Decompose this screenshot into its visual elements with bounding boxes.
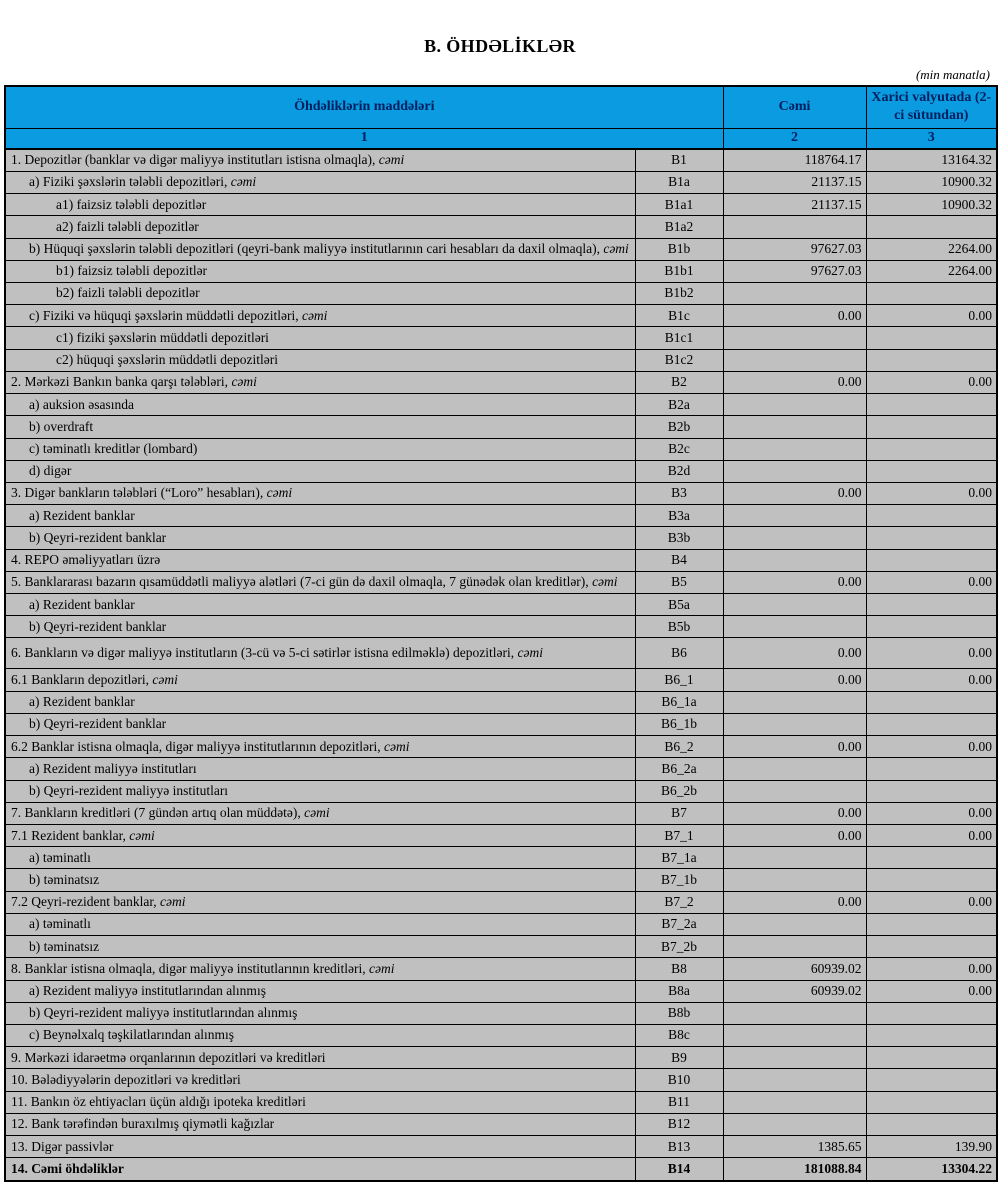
- row-fx-value: [866, 1047, 997, 1069]
- row-fx-value: 0.00: [866, 980, 997, 1002]
- row-code: B1c: [635, 305, 723, 327]
- row-label: a) Rezident maliyyə institutları: [5, 758, 635, 780]
- row-label: 10. Bələdiyyələrin depozitləri və kreditləri: [5, 1069, 635, 1091]
- row-label: a) Rezident banklar: [5, 691, 635, 713]
- header-total: Cəmi: [723, 86, 866, 128]
- row-label: a) auksion əsasında: [5, 394, 635, 416]
- row-code: B1a: [635, 171, 723, 193]
- row-total-value: [723, 438, 866, 460]
- row-total-value: 0.00: [723, 891, 866, 913]
- row-label: a) təminatlı: [5, 847, 635, 869]
- row-total-value: 0.00: [723, 305, 866, 327]
- row-label: 11. Bankın öz ehtiyacları üçün aldığı ipoteka kreditləri: [5, 1091, 635, 1113]
- row-code: B6_1: [635, 669, 723, 691]
- row-total-value: [723, 616, 866, 638]
- row-code: B7_2a: [635, 913, 723, 935]
- row-fx-value: 10900.32: [866, 194, 997, 216]
- row-fx-value: 0.00: [866, 571, 997, 593]
- row-total-value: [723, 505, 866, 527]
- column-number-row: [5, 128, 997, 148]
- row-fx-value: 0.00: [866, 669, 997, 691]
- table-row: [5, 327, 997, 349]
- row-fx-value: [866, 505, 997, 527]
- row-fx-value: 0.00: [866, 958, 997, 980]
- column-number-1: 1: [5, 128, 723, 148]
- row-label: b) Qeyri-rezident maliyyə institutları: [5, 780, 635, 802]
- row-total-value: 0.00: [723, 482, 866, 504]
- row-fx-value: [866, 1113, 997, 1135]
- row-label: 7.1 Rezident banklar, cəmi: [5, 825, 635, 847]
- row-label: 7. Bankların kreditləri (7 gündən artıq olan müddətə), cəmi: [5, 802, 635, 824]
- row-code: B6: [635, 638, 723, 669]
- row-label-italic-suffix: cəmi: [378, 152, 405, 168]
- table-row: [5, 1158, 997, 1181]
- table-row: [5, 1069, 997, 1091]
- row-total-value: [723, 780, 866, 802]
- table-row: [5, 527, 997, 549]
- row-fx-value: 2264.00: [866, 260, 997, 282]
- table-row: [5, 149, 997, 172]
- table-row: [5, 1024, 997, 1046]
- row-total-value: 0.00: [723, 371, 866, 393]
- table-row: [5, 616, 997, 638]
- row-fx-value: 0.00: [866, 825, 997, 847]
- row-total-value: 0.00: [723, 825, 866, 847]
- table-row: [5, 1113, 997, 1135]
- row-fx-value: 0.00: [866, 371, 997, 393]
- row-label: 1. Depozitlər (banklar və digər maliyyə institutları istisna olmaqla), cəmi: [5, 149, 635, 172]
- row-fx-value: [866, 758, 997, 780]
- row-fx-value: [866, 216, 997, 238]
- table-row: [5, 1002, 997, 1024]
- table-row: [5, 505, 997, 527]
- table-row: [5, 594, 997, 616]
- row-fx-value: [866, 416, 997, 438]
- row-fx-value: [866, 594, 997, 616]
- row-total-value: [723, 327, 866, 349]
- table-row: [5, 571, 997, 593]
- table-body: [5, 149, 997, 1181]
- table-row: [5, 869, 997, 891]
- row-code: B8: [635, 958, 723, 980]
- row-fx-value: 0.00: [866, 891, 997, 913]
- row-label-italic-suffix: cəmi: [160, 894, 186, 910]
- row-label: a) Rezident banklar: [5, 594, 635, 616]
- row-fx-value: [866, 527, 997, 549]
- row-code: B1a1: [635, 194, 723, 216]
- row-label: 6.2 Banklar istisna olmaqla, digər maliyyə institutlarının depozitləri, cəmi: [5, 736, 635, 758]
- row-total-value: [723, 691, 866, 713]
- row-label: 7.2 Qeyri-rezident banklar, cəmi: [5, 891, 635, 913]
- row-label: 6. Bankların və digər maliyyə institutların (3-cü və 5-ci sətirlər istisna edilməklə) depozitləri, cəmi: [5, 638, 635, 669]
- row-total-value: [723, 349, 866, 371]
- row-fx-value: [866, 1069, 997, 1091]
- row-fx-value: [866, 713, 997, 735]
- row-code: B5a: [635, 594, 723, 616]
- table-row: [5, 482, 997, 504]
- row-code: B6_2b: [635, 780, 723, 802]
- row-label: b) Qeyri-rezident maliyyə institutlarından alınmış: [5, 1002, 635, 1024]
- row-total-value: 0.00: [723, 638, 866, 669]
- unit-note: (min manatla): [915, 67, 990, 82]
- row-fx-value: [866, 936, 997, 958]
- row-fx-value: [866, 1091, 997, 1113]
- row-fx-value: 0.00: [866, 482, 997, 504]
- row-code: B1c2: [635, 349, 723, 371]
- row-label: c2) hüquqi şəxslərin müddətli depozitləri: [5, 349, 635, 371]
- row-code: B6_1b: [635, 713, 723, 735]
- row-label-italic-suffix: cəmi: [592, 574, 618, 590]
- table-row: [5, 1047, 997, 1069]
- row-label: 13. Digər passivlər: [5, 1136, 635, 1158]
- row-code: B7_2b: [635, 936, 723, 958]
- row-fx-value: 0.00: [866, 802, 997, 824]
- row-fx-value: [866, 780, 997, 802]
- row-label: b) Qeyri-rezident banklar: [5, 713, 635, 735]
- page-title: B. ÖHDƏLİKLƏR: [424, 36, 576, 56]
- row-label: a) təminatlı: [5, 913, 635, 935]
- row-code: B7_1a: [635, 847, 723, 869]
- row-fx-value: 139.90: [866, 1136, 997, 1158]
- row-fx-value: 0.00: [866, 638, 997, 669]
- row-total-value: [723, 394, 866, 416]
- row-label: a1) faizsiz tələbli depozitlər: [5, 194, 635, 216]
- row-total-value: [723, 282, 866, 304]
- table-row: [5, 438, 997, 460]
- header-fx: Xarici valyutada (2-ci sütundan): [866, 86, 997, 128]
- row-code: B2a: [635, 394, 723, 416]
- row-label: a2) faizli tələbli depozitlər: [5, 216, 635, 238]
- row-code: B7_1b: [635, 869, 723, 891]
- row-total-value: [723, 460, 866, 482]
- row-total-value: [723, 936, 866, 958]
- table-row: [5, 736, 997, 758]
- row-label: 6.1 Bankların depozitləri, cəmi: [5, 669, 635, 691]
- row-total-value: 1385.65: [723, 1136, 866, 1158]
- table-row: [5, 913, 997, 935]
- row-total-value: [723, 416, 866, 438]
- row-code: B14: [635, 1158, 723, 1181]
- table-row: [5, 780, 997, 802]
- table-row: [5, 371, 997, 393]
- table-row: [5, 260, 997, 282]
- table-row: [5, 1091, 997, 1113]
- row-label: b) təminatsız: [5, 936, 635, 958]
- row-fx-value: [866, 1002, 997, 1024]
- table-row: [5, 713, 997, 735]
- row-total-value: 21137.15: [723, 171, 866, 193]
- row-code: B1b: [635, 238, 723, 260]
- row-total-value: [723, 913, 866, 935]
- table-row: [5, 958, 997, 980]
- row-label: 9. Mərkəzi idarəetmə orqanlarının depozitləri və kreditləri: [5, 1047, 635, 1069]
- row-total-value: 118764.17: [723, 149, 866, 172]
- row-label: 12. Bank tərəfindən buraxılmış qiymətli kağızlar: [5, 1113, 635, 1135]
- row-label: b) overdraft: [5, 416, 635, 438]
- row-label: 2. Mərkəzi Bankın banka qarşı tələbləri, cəmi: [5, 371, 635, 393]
- row-label: 3. Digər bankların tələbləri (“Loro” hesabları), cəmi: [5, 482, 635, 504]
- row-total-value: 97627.03: [723, 238, 866, 260]
- row-fx-value: [866, 549, 997, 571]
- table-header: [5, 86, 997, 149]
- row-total-value: [723, 1091, 866, 1113]
- row-label: c1) fiziki şəxslərin müddətli depozitləri: [5, 327, 635, 349]
- row-label: b) təminatsız: [5, 869, 635, 891]
- row-label-italic-suffix: cəmi: [603, 241, 629, 257]
- row-code: B1b1: [635, 260, 723, 282]
- row-code: B6_1a: [635, 691, 723, 713]
- liabilities-table: [4, 85, 998, 1182]
- row-code: B2b: [635, 416, 723, 438]
- row-label: 4. REPO əməliyyatları üzrə: [5, 549, 635, 571]
- row-code: B1: [635, 149, 723, 172]
- row-fx-value: [866, 869, 997, 891]
- row-label-italic-suffix: cəmi: [369, 960, 395, 976]
- table-row: [5, 282, 997, 304]
- row-code: B11: [635, 1091, 723, 1113]
- row-total-value: 0.00: [723, 736, 866, 758]
- row-fx-value: [866, 438, 997, 460]
- header-items: Öhdəliklərin maddələri: [5, 86, 723, 128]
- row-fx-value: [866, 847, 997, 869]
- row-code: B5b: [635, 616, 723, 638]
- row-code: B3: [635, 482, 723, 504]
- table-row: [5, 980, 997, 1002]
- row-code: B7: [635, 802, 723, 824]
- table-row: [5, 847, 997, 869]
- row-total-value: 60939.02: [723, 958, 866, 980]
- row-code: B3b: [635, 527, 723, 549]
- row-fx-value: 13304.22: [866, 1158, 997, 1181]
- row-fx-value: 0.00: [866, 736, 997, 758]
- row-total-value: 0.00: [723, 571, 866, 593]
- table-row: [5, 669, 997, 691]
- row-label: b) Hüquqi şəxslərin tələbli depozitləri (qeyri-bank maliyyə institutlarının cari hesabları da daxil olmaqla), cəmi: [5, 238, 635, 260]
- row-fx-value: [866, 282, 997, 304]
- row-fx-value: [866, 327, 997, 349]
- row-total-value: [723, 594, 866, 616]
- row-total-value: [723, 1047, 866, 1069]
- row-code: B10: [635, 1069, 723, 1091]
- row-label: 5. Banklararası bazarın qısamüddətli maliyyə alətləri (7-ci gün də daxil olmaqla, 7 günədək olan kreditlər), cəmi: [5, 571, 635, 593]
- row-label: 8. Banklar istisna olmaqla, digər maliyyə institutlarının kreditləri, cəmi: [5, 958, 635, 980]
- row-code: B3a: [635, 505, 723, 527]
- row-fx-value: [866, 913, 997, 935]
- table-row: [5, 891, 997, 913]
- table-row: [5, 171, 997, 193]
- row-code: B9: [635, 1047, 723, 1069]
- row-fx-value: [866, 460, 997, 482]
- row-fx-value: [866, 394, 997, 416]
- row-fx-value: 13164.32: [866, 149, 997, 172]
- header-row: [5, 86, 997, 128]
- row-fx-value: [866, 616, 997, 638]
- row-total-value: [723, 869, 866, 891]
- row-total-value: [723, 527, 866, 549]
- row-label: b2) faizli tələbli depozitlər: [5, 282, 635, 304]
- row-code: B1a2: [635, 216, 723, 238]
- row-label-italic-suffix: cəmi: [384, 738, 410, 754]
- row-code: B5: [635, 571, 723, 593]
- row-label: c) Beynəlxalq təşkilatlarından alınmış: [5, 1024, 635, 1046]
- table-row: [5, 825, 997, 847]
- row-code: B1b2: [635, 282, 723, 304]
- row-label-italic-suffix: cəmi: [231, 374, 257, 390]
- row-total-value: [723, 758, 866, 780]
- row-total-value: [723, 216, 866, 238]
- row-label-italic-suffix: cəmi: [301, 307, 328, 323]
- row-label-italic-suffix: cəmi: [152, 671, 178, 687]
- row-code: B8b: [635, 1002, 723, 1024]
- row-label: a) Rezident banklar: [5, 505, 635, 527]
- row-label: 14. Cəmi öhdəliklər: [5, 1158, 635, 1181]
- row-total-value: [723, 549, 866, 571]
- table-row: [5, 460, 997, 482]
- row-total-value: 181088.84: [723, 1158, 866, 1181]
- row-label: b) Qeyri-rezident banklar: [5, 527, 635, 549]
- row-fx-value: [866, 349, 997, 371]
- row-code: B7_2: [635, 891, 723, 913]
- row-code: B7_1: [635, 825, 723, 847]
- row-code: B2c: [635, 438, 723, 460]
- table-row: [5, 549, 997, 571]
- table-row: [5, 216, 997, 238]
- row-label: b1) faizsiz tələbli depozitlər: [5, 260, 635, 282]
- row-total-value: [723, 1113, 866, 1135]
- row-code: B6_2: [635, 736, 723, 758]
- table-row: [5, 638, 997, 669]
- column-number-3: 3: [866, 128, 997, 148]
- row-label: a) Rezident maliyyə institutlarından alınmış: [5, 980, 635, 1002]
- table-row: [5, 936, 997, 958]
- row-label-italic-suffix: cəmi: [517, 645, 543, 661]
- table-row: [5, 349, 997, 371]
- row-label-italic-suffix: cəmi: [266, 485, 293, 501]
- row-label-italic-suffix: cəmi: [304, 805, 330, 821]
- row-code: B2: [635, 371, 723, 393]
- row-label-italic-suffix: cəmi: [129, 827, 155, 843]
- table-row: [5, 802, 997, 824]
- row-total-value: 0.00: [723, 802, 866, 824]
- row-code: B4: [635, 549, 723, 571]
- row-total-value: 21137.15: [723, 194, 866, 216]
- row-code: B1c1: [635, 327, 723, 349]
- row-total-value: [723, 1024, 866, 1046]
- row-label: c) təminatlı kreditlər (lombard): [5, 438, 635, 460]
- row-label: c) Fiziki və hüquqi şəxslərin müddətli depozitləri, cəmi: [5, 305, 635, 327]
- row-total-value: 97627.03: [723, 260, 866, 282]
- row-fx-value: [866, 691, 997, 713]
- row-code: B8a: [635, 980, 723, 1002]
- row-label-italic-suffix: cəmi: [230, 174, 257, 190]
- row-total-value: [723, 1002, 866, 1024]
- table-row: [5, 305, 997, 327]
- table-row: [5, 691, 997, 713]
- row-label: d) digər: [5, 460, 635, 482]
- table-row: [5, 416, 997, 438]
- row-label: b) Qeyri-rezident banklar: [5, 616, 635, 638]
- row-total-value: 0.00: [723, 669, 866, 691]
- row-total-value: [723, 847, 866, 869]
- row-total-value: [723, 713, 866, 735]
- row-label: a) Fiziki şəxslərin tələbli depozitləri, cəmi: [5, 171, 635, 193]
- row-fx-value: 10900.32: [866, 171, 997, 193]
- row-fx-value: 2264.00: [866, 238, 997, 260]
- row-code: B12: [635, 1113, 723, 1135]
- table-row: [5, 1136, 997, 1158]
- table-row: [5, 238, 997, 260]
- column-number-2: 2: [723, 128, 866, 148]
- row-code: B13: [635, 1136, 723, 1158]
- row-total-value: 60939.02: [723, 980, 866, 1002]
- table-row: [5, 194, 997, 216]
- table-row: [5, 394, 997, 416]
- row-fx-value: 0.00: [866, 305, 997, 327]
- row-code: B8c: [635, 1024, 723, 1046]
- table-row: [5, 758, 997, 780]
- row-code: B2d: [635, 460, 723, 482]
- row-total-value: [723, 1069, 866, 1091]
- row-fx-value: [866, 1024, 997, 1046]
- row-code: B6_2a: [635, 758, 723, 780]
